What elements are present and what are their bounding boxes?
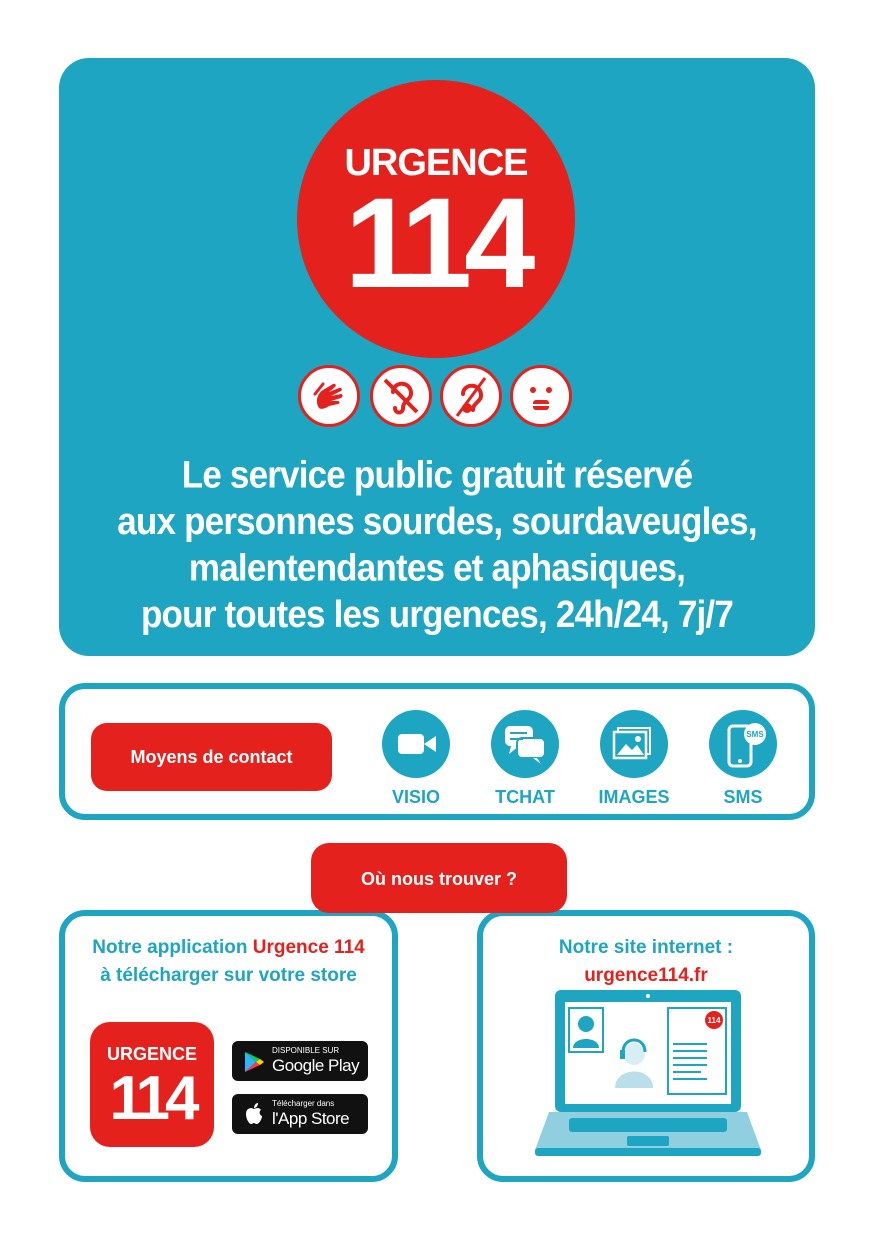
logo-number: 114 (344, 172, 528, 315)
contact-title-button[interactable]: Moyens de contact (91, 723, 332, 791)
contact-label-images: IMAGES (598, 787, 670, 807)
app-store-badge[interactable] (232, 1094, 368, 1134)
hero-description (59, 452, 815, 638)
contact-label-sms: SMS (723, 787, 763, 807)
find-us-button[interactable]: Où nous trouver ? (311, 843, 567, 913)
app-icon[interactable] (90, 1022, 214, 1147)
hero-line: pour toutes les urgences, 24h/24, 7j/7 (140, 593, 734, 636)
app-icon-word: URGENCE (106, 1044, 197, 1064)
hero-line: Le service public gratuit réservé (181, 454, 693, 497)
sign-language-hand-icon (298, 365, 360, 427)
website-card-line1: Notre site internet : (558, 937, 734, 958)
image-icon[interactable] (600, 710, 668, 778)
logo-word: URGENCE (344, 142, 528, 184)
website-url-link[interactable]: urgence114.fr (584, 965, 708, 986)
laptop-illustration (535, 988, 761, 1158)
handicap-icons-row (298, 365, 578, 433)
google-play-icon (242, 1050, 266, 1074)
hero-line: malentendantes et aphasiques, (188, 547, 686, 590)
hero-line: aux personnes sourdes, sourdaveugles, (117, 500, 757, 543)
app-card-line2: à télécharger sur votre store (100, 965, 357, 986)
aphasia-face-icon (510, 365, 572, 427)
urgence-114-logo (297, 80, 575, 358)
sms-phone-icon[interactable] (709, 710, 777, 778)
app-store-big-text: l'App Store (272, 1109, 350, 1128)
contact-label-visio: VISIO (391, 787, 440, 807)
app-icon-number: 114 (109, 1064, 195, 1133)
chat-bubbles-icon[interactable] (491, 710, 559, 778)
deaf-ear-icon (370, 365, 432, 427)
website-card-title (483, 934, 809, 990)
google-play-big-text: Google Play (272, 1056, 360, 1075)
app-store-small-text: Télécharger dans (272, 1099, 335, 1108)
laptop-badge: 114 (707, 1016, 721, 1025)
hearing-impaired-icon (440, 365, 502, 427)
video-camera-icon[interactable] (382, 710, 450, 778)
google-play-small-text: DISPONIBLE SUR (272, 1046, 340, 1055)
apple-icon (243, 1102, 265, 1126)
app-card-title (65, 934, 392, 990)
svg-text:SMS: SMS (746, 730, 764, 739)
app-card-line1-a: Notre application (92, 937, 253, 958)
google-play-badge[interactable] (232, 1041, 368, 1081)
contact-label-tchat: TCHAT (495, 787, 555, 807)
app-card-line1-b: Urgence 114 (252, 937, 365, 958)
